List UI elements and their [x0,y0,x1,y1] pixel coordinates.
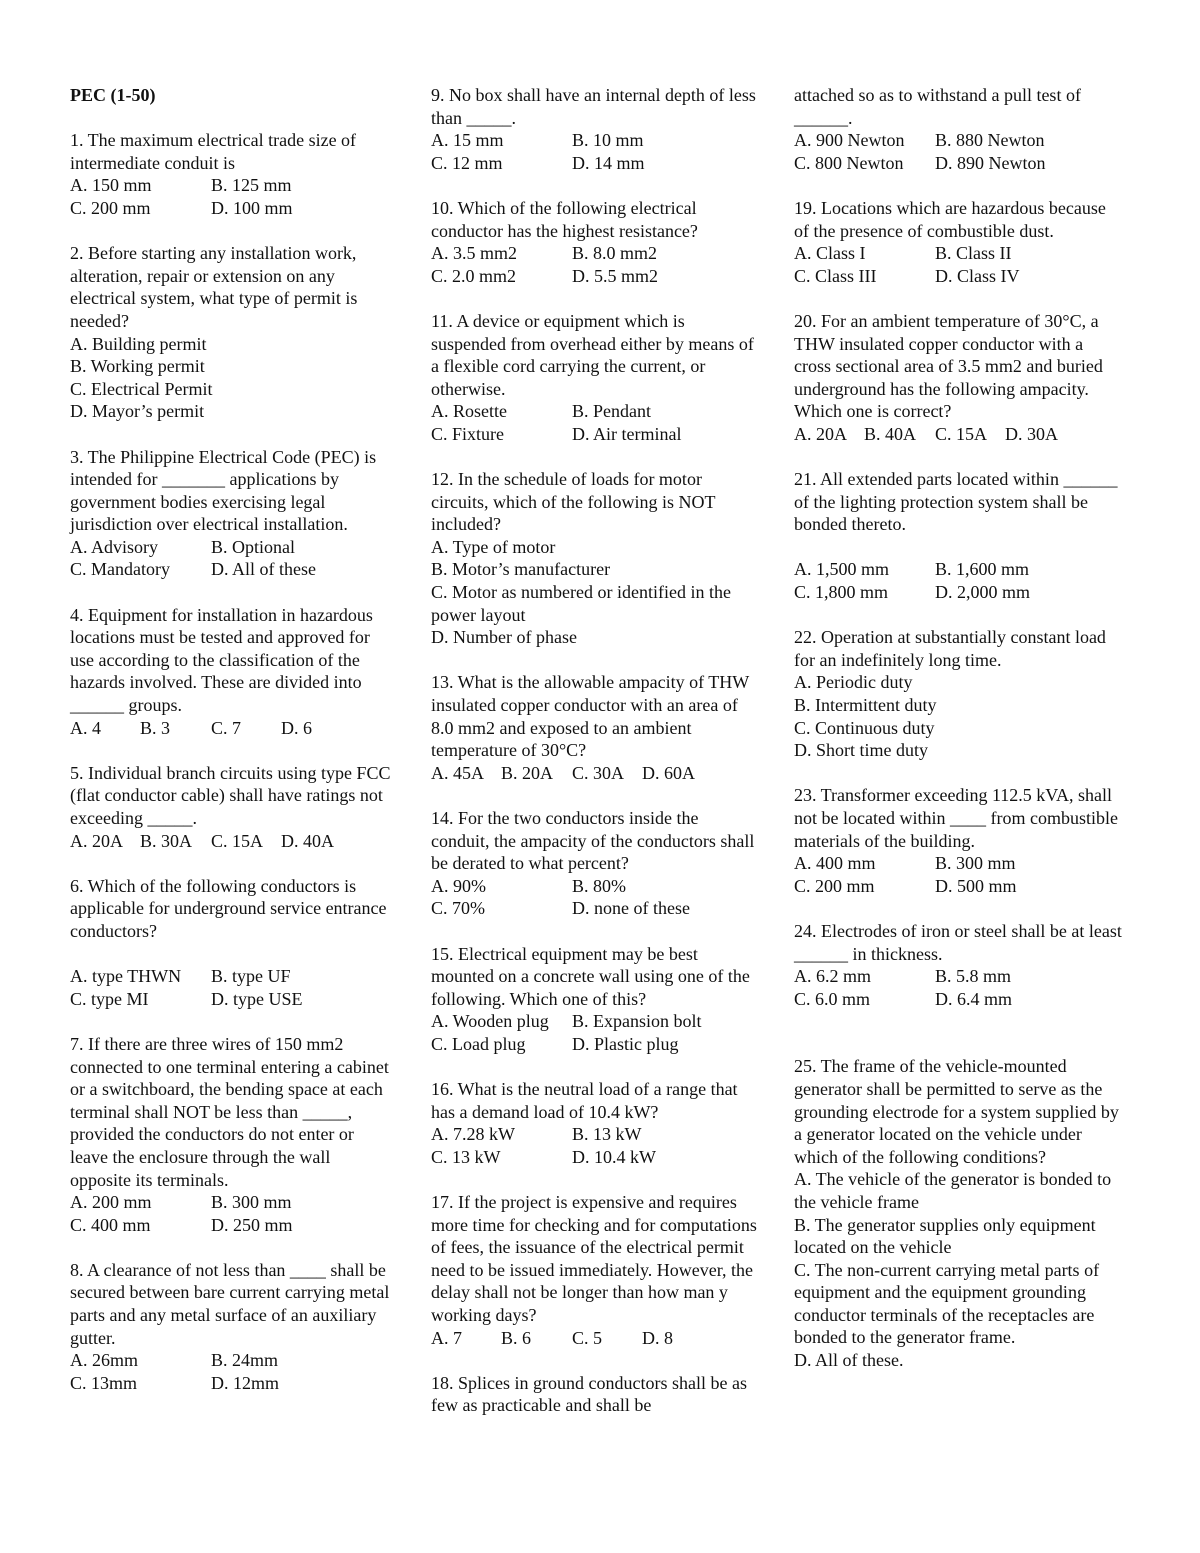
option-c: C. 200 mm [794,875,875,896]
option-b: B. Pendant [572,401,651,422]
option-a: A. Building permit [70,333,207,354]
question-20 [794,310,1124,446]
question-text: 3. The Philippine Electrical Code (PEC) is intended for _______ applications by government bodies exercising legal jurisdiction over electrical installation. [70,446,377,535]
question-3 [70,446,395,582]
option-a: A. 200 mm [70,1192,152,1213]
question-text: 6. Which of the following conductors is applicable for underground service entrance conductors? [70,875,387,941]
option-c: C. 13mm [70,1372,138,1393]
question-2 [70,242,395,423]
option-c: C. 70% [431,898,485,919]
option-a: A. Rosette [431,401,507,422]
option-d: D. 250 mm [211,1214,293,1235]
question-text: 7. If there are three wires of 150 mm2 connected to one terminal entering a cabinet or a switchboard, the bending space at each terminal shall NOT be less than _____, provided the conductors do not enter or leave the enclosure through the wall opposite its terminals. [70,1033,389,1190]
option-c: C. Continuous duty [794,717,935,738]
option-c: C. 13 kW [431,1146,501,1167]
option-a: A. 400 mm [794,853,876,874]
option-d: D. Short time duty [794,740,928,761]
option-d: D. Class IV [935,265,1020,286]
option-c: C. Motor as numbered or identified in the power layout [431,582,731,625]
option-b: B. 20A [501,762,554,783]
option-c: C. Load plug [431,1033,526,1054]
option-b: B. 125 mm [211,175,292,196]
option-c: C. Class III [794,265,877,286]
question-text: 24. Electrodes of iron or steel shall be at least ______ in thickness. [794,920,1122,964]
question-14 [431,807,761,920]
option-a: A. 3.5 mm2 [431,243,518,264]
question-1 [70,129,395,219]
option-a: A. 7.28 kW [431,1124,515,1145]
question-21 [794,468,1124,604]
option-a: A. 45A [431,762,484,783]
option-c: C. type MI [70,988,149,1009]
option-b: B. 3 [140,717,171,738]
option-d: D. 40A [281,830,334,851]
question-19 [794,197,1124,287]
question-4 [70,604,395,740]
option-c: C. 6.0 mm [794,988,871,1009]
option-d: D. 8 [642,1327,673,1348]
option-d: D. 2,000 mm [935,582,1031,603]
option-d: D. 60A [642,762,695,783]
option-a: A. 90% [431,875,486,896]
option-b: B. The generator supplies only equipment located on the vehicle [794,1214,1096,1258]
option-d: D. 12mm [211,1372,280,1393]
option-a: A. Class I [794,243,866,264]
option-d: D. none of these [572,898,690,919]
option-b: B. 24mm [211,1350,279,1371]
question-6 [70,875,395,1011]
option-b: B. 30A [140,830,193,851]
option-b: B. 10 mm [572,130,644,151]
question-text: 22. Operation at substantially constant load for an indefinitely long time. [794,627,1106,670]
option-b: B. Optional [211,536,295,557]
option-a: A. Type of motor [431,536,556,557]
option-c: C. 400 mm [70,1214,151,1235]
question-text: 19. Locations which are hazardous because of the presence of combustible dust. [794,197,1106,241]
question-text: 18. Splices in ground conductors shall be as few as practicable and shall be [431,1372,747,1416]
option-b: B. 300 mm [211,1192,292,1213]
option-c: C. 1,800 mm [794,582,889,603]
option-a: A. 4 [70,717,101,738]
option-c: C. The non-current carrying metal parts of equipment and the equipment grounding conductor terminals of the receptacles are bonded to the generator frame. [794,1259,1100,1348]
question-9 [431,84,761,174]
option-d: D. 6.4 mm [935,988,1013,1009]
question-text: 1. The maximum electrical trade size of intermediate conduit is [70,130,357,173]
option-c: C. 800 Newton [794,152,904,173]
option-c: C. Mandatory [70,559,170,580]
question-text: 10. Which of the following electrical conductor has the highest resistance? [431,197,698,241]
option-c: C. 5 [572,1327,603,1348]
option-b: B. Expansion bolt [572,1011,702,1032]
option-b: B. Working permit [70,356,205,377]
option-a: A. Wooden plug [431,1011,549,1032]
option-b: B. Intermittent duty [794,695,937,716]
column-1 [70,84,395,1417]
option-b: B. 40A [864,423,917,444]
question-7 [70,1033,395,1236]
option-a: A. Periodic duty [794,672,913,693]
option-c: C. 15A [935,423,988,444]
question-24 [794,920,1124,1010]
option-a: A. 1,500 mm [794,559,890,580]
question-15 [431,943,761,1056]
option-a: A. 7 [431,1327,462,1348]
option-b: B. Class II [935,243,1012,264]
question-13 [431,671,761,784]
option-a: A. The vehicle of the generator is bonded to the vehicle frame [794,1169,1112,1212]
question-18 [431,1372,761,1417]
option-b: B. 13 kW [572,1124,642,1145]
question-text: 15. Electrical equipment may be best mounted on a concrete wall using one of the following. Which one of this? [431,943,750,1009]
question-text: 21. All extended parts located within ______ of the lighting protection system shall be bonded thereto. [794,469,1118,535]
question-17 [431,1191,761,1349]
question-22 [794,626,1124,762]
question-text-continued: attached so as to withstand a pull test of ______. [794,85,1081,128]
option-b: B. 1,600 mm [935,559,1030,580]
option-b: B. 80% [572,875,626,896]
question-text: 4. Equipment for installation in hazardous locations must be tested and approved for use according to the classification of the hazards involved. These are divided into ______ groups. [70,604,373,716]
question-text: 23. Transformer exceeding 112.5 kVA, shall not be located within ____ from combustible materials of the building. [794,785,1118,851]
option-b: B. 8.0 mm2 [572,243,658,264]
option-d: D. Air terminal [572,423,682,444]
option-d: D. 890 Newton [935,152,1046,173]
option-c: C. 30A [572,762,625,783]
option-a: A. 900 Newton [794,130,905,151]
question-16 [431,1078,761,1168]
question-text: 14. For the two conductors inside the conduit, the ampacity of the conductors shall be derated to what percent? [431,808,755,874]
question-text: 2. Before starting any installation work, alteration, repair or extension on any electrical system, what type of permit is needed? [70,243,358,331]
option-b: B. type UF [211,966,291,987]
question-18-continued [794,84,1124,174]
option-c: C. 12 mm [431,152,503,173]
question-23 [794,784,1124,897]
question-text: 9. No box shall have an internal depth of less than _____. [431,85,756,128]
option-d: D. 100 mm [211,197,293,218]
option-c: C. 200 mm [70,197,151,218]
option-b: B. 300 mm [935,853,1016,874]
option-d: D. 500 mm [935,875,1017,896]
question-text: 25. The frame of the vehicle-mounted generator shall be permitted to serve as the grounding electrode for a system supplied by a generator located on the vehicle under which of the following conditions? [794,1056,1119,1167]
option-d: D. 5.5 mm2 [572,265,659,286]
question-text: 12. In the schedule of loads for motor circuits, which of the following is NOT included? [431,469,716,535]
option-d: D. All of these [211,559,316,580]
option-c: C. 2.0 mm2 [431,265,517,286]
question-25 [794,1055,1124,1371]
option-a: A. 6.2 mm [794,966,872,987]
option-a: A. 20A [70,830,123,851]
question-12 [431,468,761,649]
option-a: A. 20A [794,423,847,444]
question-text: 5. Individual branch circuits using type FCC (flat conductor cable) shall have ratings not exceeding _____. [70,762,391,828]
option-b: B. Motor’s manufacturer [431,559,611,580]
column-3 [794,84,1124,1394]
option-d: D. 6 [281,717,312,738]
question-5 [70,762,395,852]
question-text: 16. What is the neutral load of a range that has a demand load of 10.4 kW? [431,1079,738,1122]
option-b: B. 6 [501,1327,532,1348]
option-a: A. 15 mm [431,130,504,151]
question-11 [431,310,761,446]
option-d: D. 30A [1005,423,1058,444]
option-a: A. type THWN [70,966,182,987]
option-b: B. 880 Newton [935,130,1045,151]
question-text: 8. A clearance of not less than ____ shall be secured between bare current carrying metal parts and any metal surface of an auxiliary gutter. [70,1259,390,1348]
question-8 [70,1259,395,1395]
option-c: C. Fixture [431,423,505,444]
option-c: C. 15A [211,830,264,851]
option-c: C. Electrical Permit [70,378,213,399]
option-d: D. Number of phase [431,627,577,648]
option-a: A. 26mm [70,1350,139,1371]
option-d: D. All of these. [794,1350,904,1371]
option-c: C. 7 [211,717,242,738]
option-d: D. Plastic plug [572,1033,679,1054]
page-title: PEC (1-50) [70,85,156,105]
question-text: 13. What is the allowable ampacity of THW insulated copper conductor with an area of 8.0 mm2 and exposed to an ambient temperature of 30°C? [431,672,749,761]
question-text: 11. A device or equipment which is suspended from overhead either by means of a flexible cord carrying the current, or otherwise. [431,310,754,399]
option-a: A. Advisory [70,536,159,557]
question-10 [431,197,761,287]
option-d: D. 10.4 kW [572,1146,656,1167]
option-d: D. 14 mm [572,152,645,173]
option-b: B. 5.8 mm [935,966,1012,987]
option-d: D. type USE [211,988,303,1009]
question-text: 17. If the project is expensive and requires more time for checking and for computations of fees, the issuance of the electrical permit need to be issued immediately. However, the delay shall not be longer than how man y working days? [431,1192,757,1326]
question-text: 20. For an ambient temperature of 30°C, a THW insulated copper conductor with a cross sectional area of 3.5 mm2 and buried underground has the following ampacity. Which one is correct? [794,310,1103,422]
column-2 [431,84,761,1440]
option-a: A. 150 mm [70,175,152,196]
option-d: D. Mayor’s permit [70,401,205,422]
